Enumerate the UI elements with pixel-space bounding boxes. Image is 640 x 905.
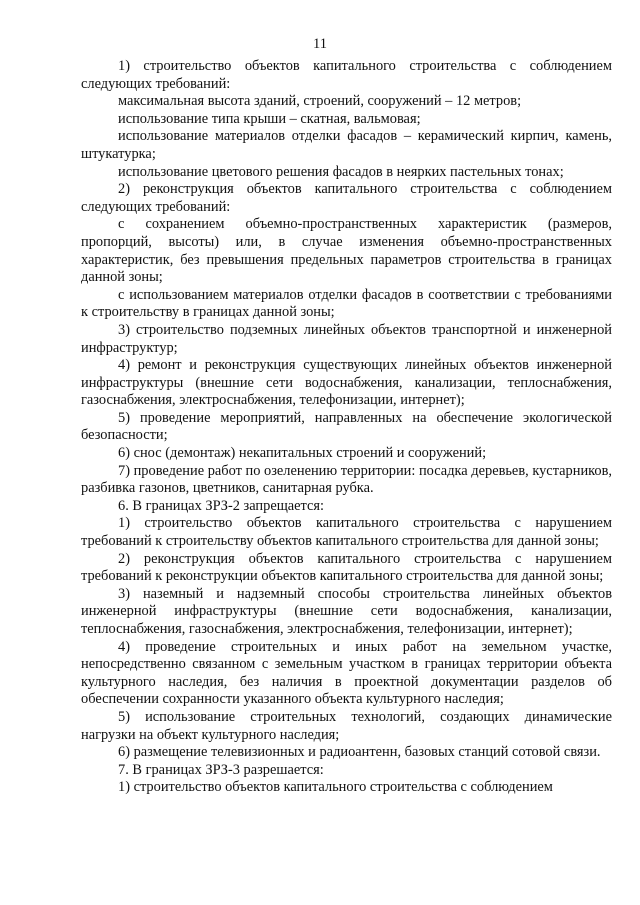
- paragraph: использование типа крыши – скатная, вальмовая;: [118, 110, 421, 127]
- paragraph: 5) использование строительных технологий, создающих динамические нагрузки на объект культурного наследия;: [81, 708, 612, 743]
- paragraph: 6) снос (демонтаж) некапитальных строений и сооружений;: [118, 445, 487, 462]
- paragraph: использование цветового решения фасадов в неярких пастельных тонах;: [118, 163, 564, 180]
- paragraph: 2) реконструкция объектов капитального строительства с соблюдением следующих требований:: [81, 181, 612, 215]
- paragraph: 2) реконструкция объектов капитального строительства с нарушением требований к реконструкции объектов капитального строительства для данной зоны;: [81, 550, 612, 585]
- section-heading: 6. В границах ЗРЗ-2 запрещается:: [118, 497, 325, 514]
- page-number: 11: [313, 36, 327, 52]
- paragraph: 1) строительство объектов капитального строительства с соблюдением: [118, 779, 553, 796]
- section-heading: 7. В границах ЗРЗ-3 разрешается:: [118, 761, 324, 778]
- paragraph: 6) размещение телевизионных и радиоантенн, базовых станций сотовой связи.: [118, 744, 601, 761]
- paragraph: 4) проведение строительных и иных работ на земельном участке, непосредственно связанном с земельным участком в границах территории объекта культурного наследия, без наличия в проектной документации разделов об обеспечении сохранности указанного объекта культурного наследия;: [81, 638, 612, 708]
- paragraph: 3) строительство подземных линейных объектов транспортной и инженерной инфраструктур;: [81, 321, 612, 356]
- paragraph: с использованием материалов отделки фасадов в соответствии с требованиями к строительству в границах данной зоны;: [81, 286, 612, 321]
- paragraph: с сохранением объемно-пространственных характеристик (размеров, пропорций, высоты) или, в случае изменения объемно-пространственных характеристик, без превышения предельных параметров строительства в границах данной зоны;: [81, 216, 612, 286]
- paragraph: 1) строительство объектов капитального строительства с нарушением требований к строительству объектов капитального строительства для данной зоны;: [81, 515, 612, 550]
- paragraph: использование материалов отделки фасадов – керамический кирпич, камень, штукатурка;: [81, 128, 612, 162]
- paragraph: максимальная высота зданий, строений, сооружений – 12 метров;: [118, 93, 522, 110]
- paragraph: 5) проведение мероприятий, направленных на обеспечение экологической безопасности;: [81, 409, 612, 444]
- paragraph: 3) наземный и надземный способы строительства линейных объектов инженерной инфраструктуры (внешние сети водоснабжения, канализации, теплоснабжения, газоснабжения, электроснабжения, телефонизации, интернет);: [81, 585, 612, 637]
- document-body: [81, 58, 612, 797]
- paragraph: 1) строительство объектов капитального строительства с соблюдением следующих требований:: [81, 58, 612, 92]
- paragraph: 4) ремонт и реконструкция существующих линейных объектов инженерной инфраструктуры (внешние сети водоснабжения, канализации, теплоснабжения, газоснабжения, электроснабжения, телефонизации, интернет);: [81, 357, 612, 409]
- paragraph: 7) проведение работ по озеленению территории: посадка деревьев, кустарников, разбивка газонов, цветников, санитарная рубка.: [81, 462, 612, 497]
